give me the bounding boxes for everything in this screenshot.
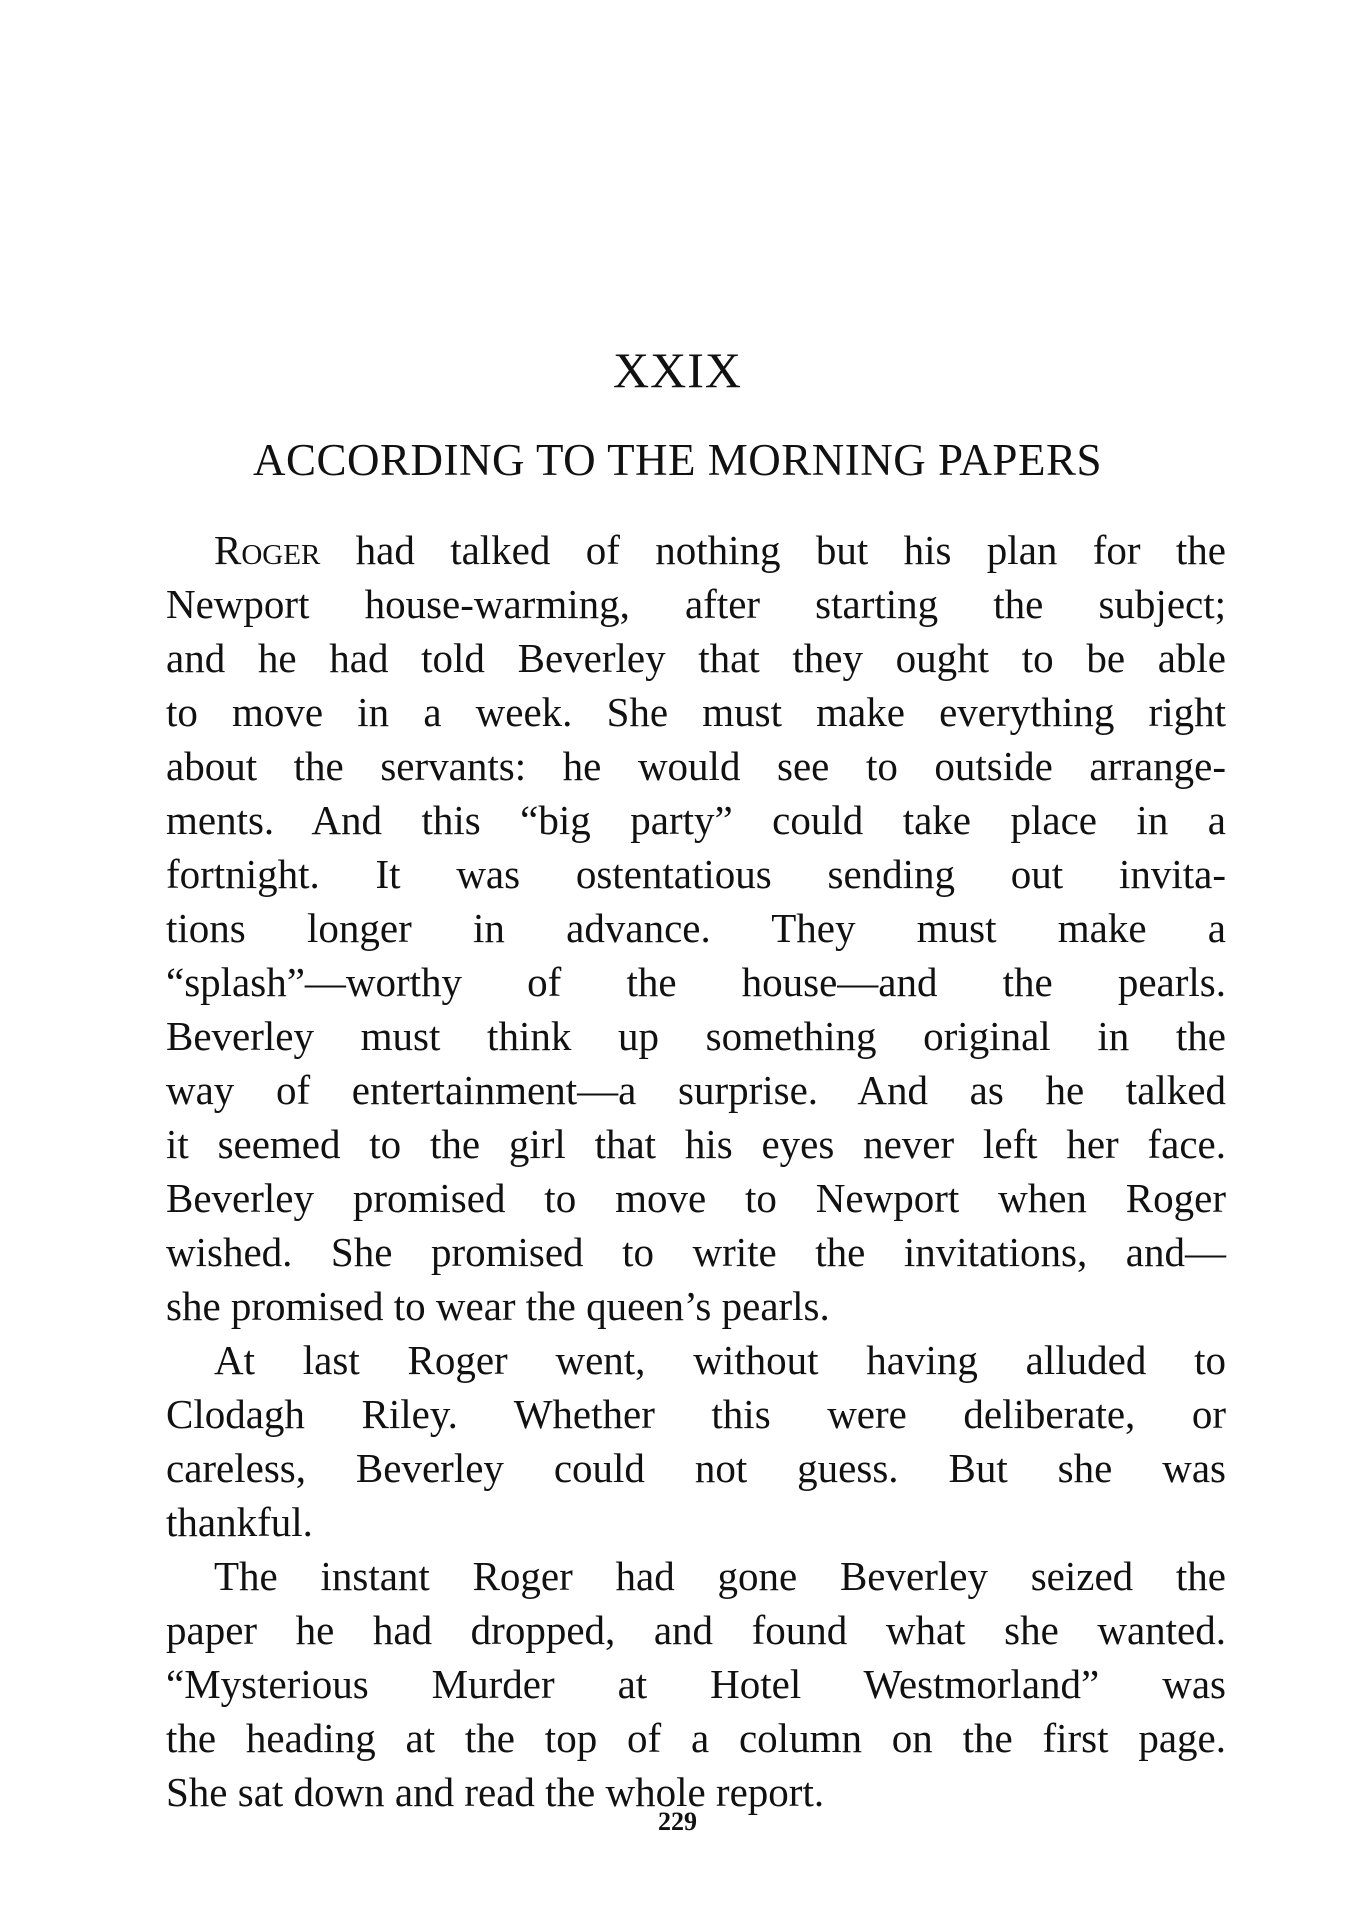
body-text bbox=[166, 523, 1226, 1819]
text-line bbox=[166, 523, 1226, 577]
text-line: ments. And this “big party” could take place in a bbox=[166, 797, 1226, 843]
paragraph-3 bbox=[166, 1549, 1226, 1819]
text-line: “Mysterious Murder at Hotel Westmorland” was bbox=[166, 1661, 1226, 1707]
chapter-title: ACCORDING TO THE MORNING PAPERS bbox=[253, 435, 1102, 485]
text-line: paper he had dropped, and found what she wanted. bbox=[166, 1607, 1226, 1653]
text-line: about the servants: he would see to outside arrange- bbox=[166, 743, 1226, 789]
paragraph-2 bbox=[166, 1333, 1226, 1549]
text-line: Newport house-warming, after starting the subject; bbox=[166, 581, 1226, 627]
text-line: to move in a week. She must make everything right bbox=[166, 689, 1226, 735]
text-line: fortnight. It was ostentatious sending out invita- bbox=[166, 851, 1226, 897]
text-line: wished. She promised to write the invitations, and— bbox=[166, 1229, 1226, 1275]
text-line: careless, Beverley could not guess. But she was bbox=[166, 1445, 1226, 1491]
text-line: Beverley promised to move to Newport when Roger bbox=[166, 1175, 1226, 1221]
text-line: it seemed to the girl that his eyes never left her face. bbox=[166, 1121, 1226, 1167]
chapter-number: XXIX bbox=[613, 342, 742, 398]
text-line: the heading at the top of a column on the first page. bbox=[166, 1715, 1226, 1761]
text-line: thankful. bbox=[166, 1499, 313, 1545]
lead-word: Roger bbox=[214, 527, 321, 573]
text-line: “splash”—worthy of the house—and the pearls. bbox=[166, 959, 1226, 1005]
text-line: and he had told Beverley that they ought to be able bbox=[166, 635, 1226, 681]
text-line: way of entertainment—a surprise. And as he talked bbox=[166, 1067, 1226, 1113]
text-line: She sat down and read the whole report. bbox=[166, 1769, 825, 1815]
text-line: Clodagh Riley. Whether this were deliberate, or bbox=[166, 1391, 1226, 1437]
text-line: Beverley must think up something original in the bbox=[166, 1013, 1226, 1059]
paragraph-1 bbox=[166, 523, 1226, 1333]
text-line: tions longer in advance. They must make a bbox=[166, 905, 1226, 951]
text-line: she promised to wear the queen’s pearls. bbox=[166, 1283, 830, 1329]
page-number: 229 bbox=[658, 1807, 697, 1836]
line-text: had talked of nothing but his plan for the bbox=[320, 527, 1226, 573]
text-line: At last Roger went, without having alluded to bbox=[214, 1337, 1226, 1383]
text-line: The instant Roger had gone Beverley seized the bbox=[214, 1553, 1226, 1599]
